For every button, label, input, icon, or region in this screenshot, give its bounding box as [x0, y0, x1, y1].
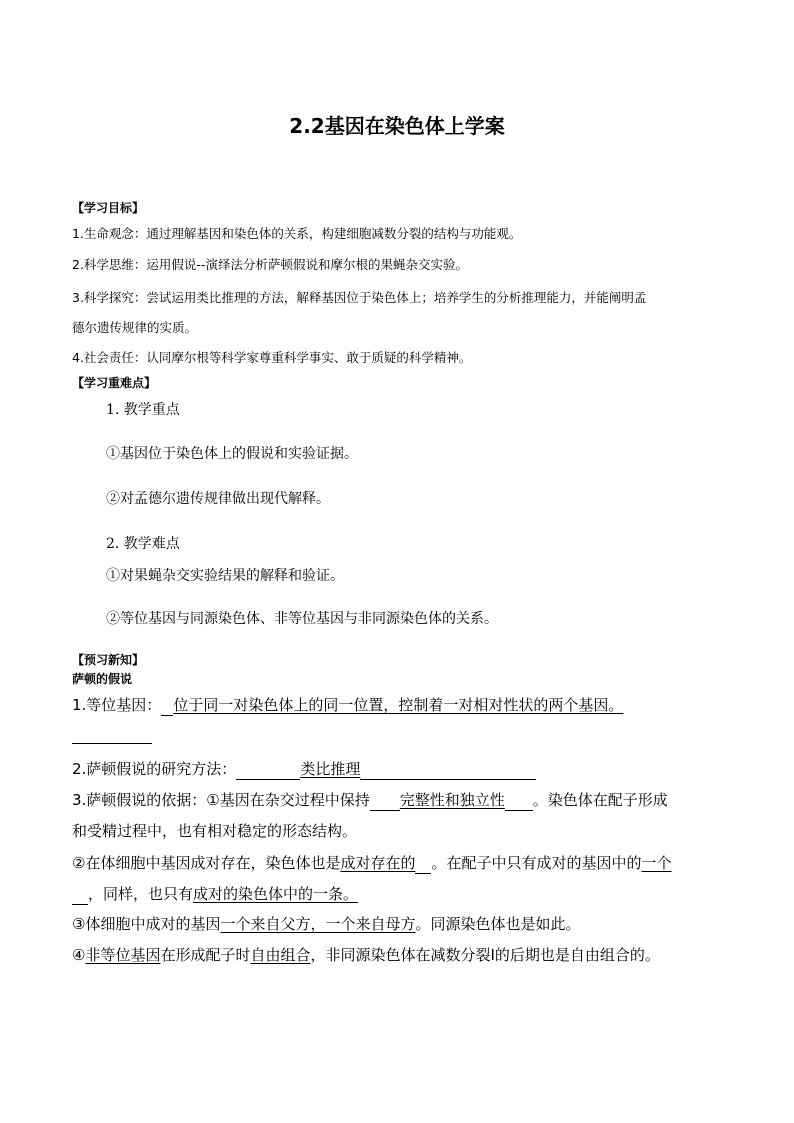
question-3-text-end: 。染色体在配子形成 — [532, 791, 668, 809]
question-2-label: 2.萨顿假说的研究方法： — [72, 760, 237, 778]
answer-continuation-line — [72, 743, 152, 744]
question-4-answer-2: 一个 — [641, 854, 672, 872]
key-points-header: 【学习重难点】 — [72, 376, 157, 390]
question-4 — [72, 852, 672, 874]
page-title: 2.2基因在染色体上学案 — [289, 114, 505, 138]
question-6-answer-1: 非等位基因 — [85, 946, 161, 964]
objective-item-4: 4.社会责任：认同摩尔根等科学家尊重科学事实、敢于质疑的科学精神。 — [72, 350, 472, 365]
focus-item-2: ②对孟德尔遗传规律做出现代解释。 — [106, 491, 330, 507]
objectives-header: 【学习目标】 — [72, 201, 145, 215]
question-4-answer-3: 成对的染色体中的一条。 — [193, 885, 359, 903]
question-4-text-cont: ，同样，也只有 — [88, 885, 194, 903]
question-6-text: 在形成配子时 — [160, 946, 251, 964]
question-5-text: ③体细胞中成对的基因 — [72, 915, 221, 933]
question-5-answer-1: 一个来自父方， — [220, 915, 326, 933]
objective-item-3: 3.科学探究：尝试运用类比推理的方法，解释基因位于染色体上；培养学生的分析推理能力，并能阐明孟 — [72, 290, 647, 305]
focus-item-1: ①基因位于染色体上的假说和实验证据。 — [106, 446, 358, 462]
focus-title: 1. 教学重点 — [106, 402, 180, 418]
question-4-text: ②在体细胞中基因成对存在，染色体也是 — [72, 854, 341, 872]
question-1-label: 1.等位基因： — [72, 696, 162, 714]
question-5 — [72, 913, 581, 935]
blank-spacer — [161, 699, 173, 716]
question-4-cont — [72, 883, 358, 905]
question-6-text-end: ，非同源染色体在减数分裂Ⅰ的后期也是自由组合的。 — [310, 946, 660, 964]
question-1 — [72, 694, 623, 716]
blank-spacer — [236, 763, 300, 780]
preview-subheader: 萨顿的假说 — [72, 672, 133, 686]
blank-spacer — [505, 794, 533, 811]
question-3 — [72, 789, 668, 811]
objective-item-3-cont: 德尔遗传规律的实质。 — [72, 320, 198, 335]
question-5-text-end: 。同源染色体也是如此。 — [415, 915, 581, 933]
question-6-answer-2: 自由组合 — [250, 946, 311, 964]
question-4-answer-1: 成对存在的 — [340, 854, 416, 872]
question-6-marker: ④ — [72, 946, 86, 964]
question-3-text: 3.萨顿假说的依据：①基因在杂交过程中保持 — [72, 791, 370, 809]
blank-spacer — [415, 857, 431, 874]
blank-spacer — [360, 763, 536, 780]
question-6 — [72, 944, 660, 966]
question-2 — [72, 758, 536, 780]
preview-header: 【预习新知】 — [72, 653, 145, 667]
difficulty-item-1: ①对果蝇杂交实验结果的解释和验证。 — [106, 568, 344, 584]
question-3-cont: 和受精过程中，也有相对稳定的形态结构。 — [72, 822, 358, 840]
question-3-answer: 完整性和独立性 — [399, 791, 505, 809]
objective-item-2: 2.科学思维：运用假说--演绎法分析萨顿假说和摩尔根的果蝇杂交实验。 — [72, 257, 468, 272]
objective-item-1: 1.生命观念：通过理解基因和染色体的关系，构建细胞减数分裂的结构与功能观。 — [72, 226, 522, 241]
blank-spacer — [72, 888, 88, 905]
question-1-answer: 位于同一对染色体上的同一位置，控制着一对相对性状的两个基因。 — [173, 696, 624, 714]
question-2-answer: 类比推理 — [300, 760, 361, 778]
question-4-text-mid: 。在配子中只有成对的基因中的 — [431, 854, 642, 872]
difficulty-title: 2. 教学难点 — [106, 536, 180, 552]
question-5-answer-2: 一个来自母方 — [325, 915, 416, 933]
blank-spacer — [370, 794, 400, 811]
difficulty-item-2: ②等位基因与同源染色体、非等位基因与非同源染色体的关系。 — [106, 611, 498, 627]
